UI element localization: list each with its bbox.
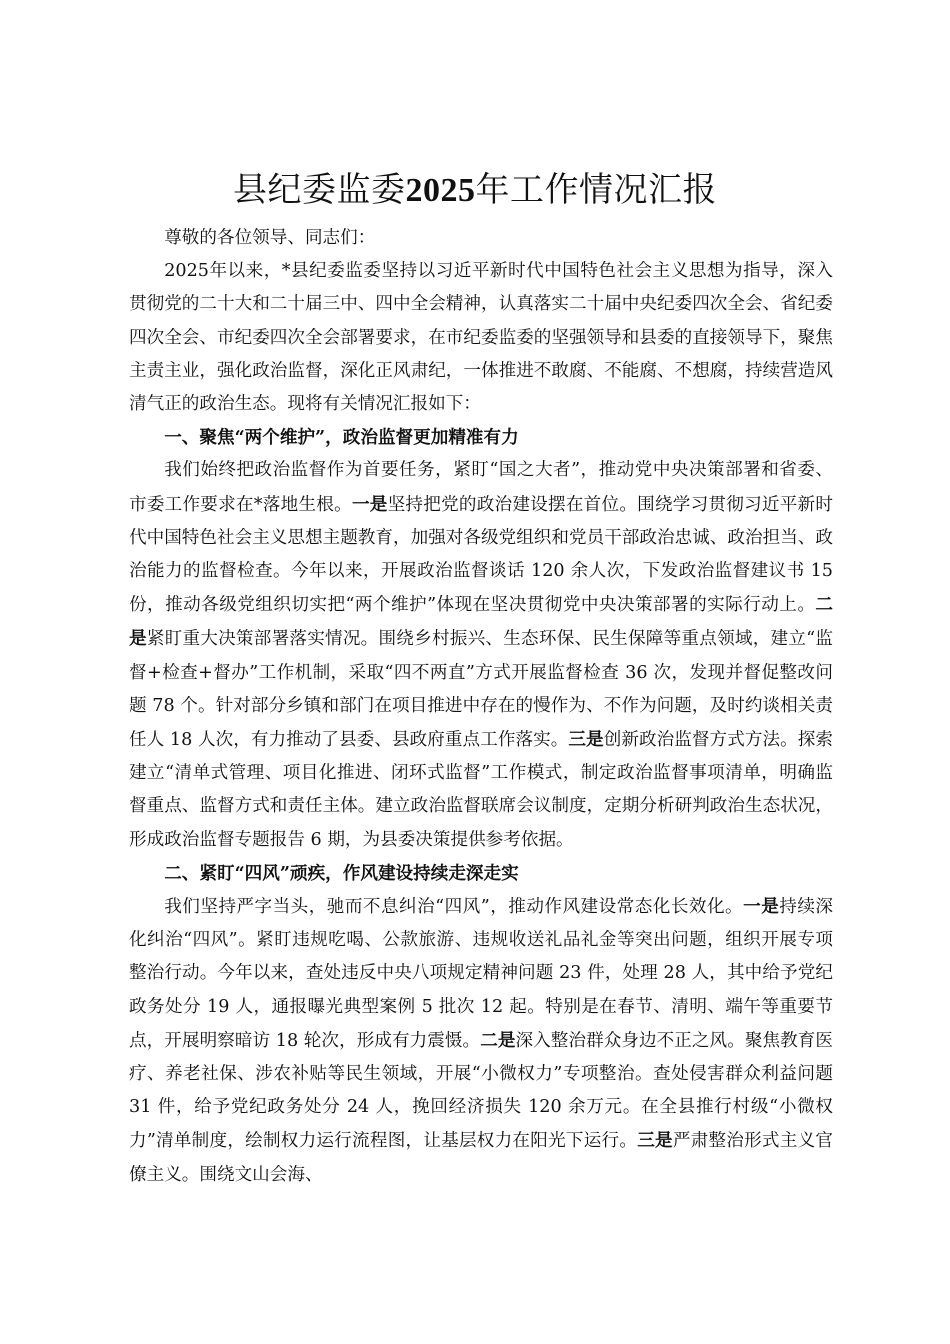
salutation: 尊敬的各位领导、同志们： <box>164 228 376 248</box>
section-1-marker-3: 三是 <box>568 729 604 751</box>
section-2-paragraph <box>129 890 833 1192</box>
section-2-point-1: 持续深化纠治“四风”。紧盯违规吃喝、公款旅游、违规收送礼品礼金等突出问题，组织开展专项整治行动。今年以来，查处违反中央八项规定精神问题 23 件，处理 28 人，其中给予党纪政务处分 19 人，通报曝光典型案例 5 批次 12 起。特别是在春节、清明、端午等重要节点，开展明察暗访 18 轮次，形成有力震慑。 <box>129 897 833 1051</box>
section-2-marker-2: 二是 <box>480 1029 516 1051</box>
section-1-marker-1: 一是 <box>351 493 388 515</box>
section-2-lead: 我们坚持严字当头，驰而不息纠治“四风”，推动作风建设常态化长效化。 <box>164 897 744 918</box>
section-1-paragraph <box>129 454 833 856</box>
intro-paragraph: 2025年以来，*县纪委监委坚持以习近平新时代中国特色社会主义思想为指导，深入贯彻党的二十大和二十届三中、四中全会精神，认真落实二十届中央纪委四次全会、省纪委四次全会、市纪委四次全会部署要求，在市纪委监委的坚强领导和县委的直接领导下，聚焦主责主业，强化政治监督，深化正风肃纪，一体推进不敢腐、不能腐、不想腐，持续营造风清气正的政治生态。现将有关情况汇报如下： <box>129 261 833 415</box>
section-1-heading: 一、聚焦“两个维护”，政治监督更加精准有力 <box>164 427 519 449</box>
title-year: 2025 <box>405 172 476 209</box>
page-title <box>0 166 950 215</box>
section-1-marker-2: 二是 <box>129 594 833 650</box>
document-body <box>129 222 833 1192</box>
section-2-marker-1: 一是 <box>743 896 780 918</box>
section-1-lead: 我们始终把政治监督作为首要任务，紧盯“国之大者”，推动党中央决策部署和省委、市委工作要求在*落地生根。 <box>129 460 833 515</box>
section-2-heading: 二、紧盯“四风”顽疾，作风建设持续走深走实 <box>164 862 519 884</box>
section-2-point-2: 深入整治群众身边不正之风。聚焦教育医疗、养老社保、涉农补贴等民生领域，开展“小微权力”专项整治。查处侵害群众利益问题 31 件，给予党纪政务处分 24 人，挽回经济损失 120 余万元。在全县推行村级“小微权力”清单制度，绘制权力运行流程图，让基层权力在阳光下运行。 <box>129 1030 833 1152</box>
section-2-marker-3: 三是 <box>637 1130 673 1152</box>
section-1-point-1: 坚持把党的政治建设摆在首位。围绕学习贯彻习近平新时代中国特色社会主义思想主题教育，加强对各级党组织和党员干部政治忠诚、政治担当、政治能力的监督检查。今年以来，开展政治监督谈话 120 余人次，下发政治监督建议书 15 份，推动各级党组织切实把“两个维护”体现在坚决贯彻党中央决策部署的实际行动上。 <box>129 494 833 616</box>
section-2-point-3: 严肃整治形式主义官僚主义。围绕文山会海、 <box>129 1131 833 1185</box>
section-1-point-2: 紧盯重大决策部署落实情况。围绕乡村振兴、生态环保、民生保障等重点领域，建立“监督+检查+督办”工作机制，采取“四不两直”方式开展监督检查 36 次，发现并督促整改问题 78 个。针对部分乡镇和部门在项目推进中存在的慢作为、不作为问题，及时约谈相关责任人 18 人次，有力推动了县委、县政府重点工作落实。 <box>129 629 833 751</box>
section-1-point-3: 创新政治监督方式方法。探索建立“清单式管理、项目化推进、闭环式监督”工作模式，制定政治监督事项清单，明确监督重点、监督方式和责任主体。建立政治监督联席会议制度，定期分析研判政治生态状况，形成政治监督专题报告 6 期，为县委决策提供参考依据。 <box>129 730 833 850</box>
title-prefix: 县纪委监委 <box>233 170 406 210</box>
title-suffix: 年工作情况汇报 <box>475 170 717 210</box>
